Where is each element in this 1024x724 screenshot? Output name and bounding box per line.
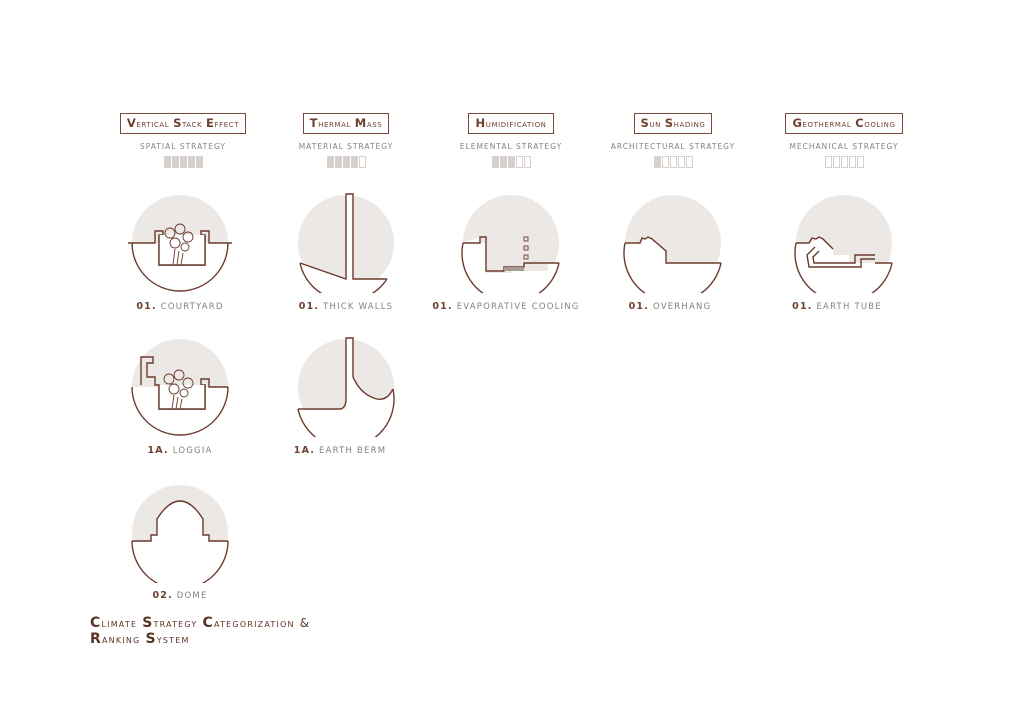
- rank-square: [849, 156, 856, 168]
- earth-berm-section-diagram: [291, 337, 401, 437]
- category-geothermal-cooling: [744, 112, 944, 168]
- category-title: Humidification: [468, 113, 553, 134]
- thick-walls-section-diagram: [291, 193, 401, 293]
- strategy-code: 01.: [628, 301, 650, 312]
- loggia-section-diagram: [125, 337, 235, 437]
- strategy-name: THICK WALLS: [323, 302, 394, 312]
- strategy-name: LOGGIA: [172, 446, 213, 456]
- rank-square: [196, 156, 203, 168]
- title-line-1: Climate Strategy Categorization &: [90, 615, 311, 631]
- rank-square: [164, 156, 171, 168]
- rank-square: [670, 156, 677, 168]
- strategy-type: SPATIAL STRATEGY: [140, 142, 226, 151]
- strategy-name: EARTH TUBE: [816, 302, 882, 312]
- rank-square: [359, 156, 366, 168]
- rank-square: [492, 156, 499, 168]
- page-title: [90, 615, 310, 647]
- title-line-2: Ranking System: [90, 631, 190, 647]
- rank-square: [327, 156, 334, 168]
- strategy-code: 1A.: [147, 445, 169, 456]
- strategy-name: EVAPORATIVE COOLING: [456, 302, 580, 312]
- category-sun-shading: [573, 112, 773, 168]
- rank-square: [825, 156, 832, 168]
- courtyard-section-diagram: [125, 193, 235, 293]
- rank-square: [172, 156, 179, 168]
- category-title: Vertical Stack Effect: [120, 113, 246, 134]
- strategy-name: DOME: [176, 591, 208, 601]
- category-title: Thermal Mass: [303, 113, 390, 134]
- strategy-name: COURTYARD: [160, 302, 224, 312]
- rank-square: [180, 156, 187, 168]
- strategy-name: OVERHANG: [652, 302, 712, 312]
- rank-square: [857, 156, 864, 168]
- rank-square: [508, 156, 515, 168]
- strategy-code: 1A.: [293, 445, 316, 456]
- rank-square: [335, 156, 342, 168]
- strategy-label: [240, 445, 440, 456]
- strategy-code: 01.: [136, 301, 157, 312]
- rank-square: [188, 156, 195, 168]
- rank-indicator: [573, 156, 773, 168]
- strategy-type: MECHANICAL STRATEGY: [789, 142, 899, 151]
- strategy-label: [737, 301, 937, 312]
- rank-square: [524, 156, 531, 168]
- rank-square: [654, 156, 661, 168]
- strategy-type: ARCHITECTURAL STRATEGY: [610, 142, 736, 151]
- strategy-code: 01.: [432, 301, 453, 312]
- category-title: Sun Shading: [634, 113, 713, 134]
- overhang-section-diagram: [618, 193, 728, 293]
- category-title: Geothermal Cooling: [785, 113, 902, 134]
- rank-square: [686, 156, 693, 168]
- strategy-code: 01.: [298, 301, 320, 312]
- rank-square: [841, 156, 848, 168]
- strategy-code: 01.: [792, 301, 813, 312]
- evaporative-cooling-section-diagram: [456, 193, 566, 293]
- rank-square: [516, 156, 523, 168]
- strategy-type: ELEMENTAL STRATEGY: [459, 142, 563, 151]
- rank-square: [351, 156, 358, 168]
- earth-tube-section-diagram: [789, 193, 899, 293]
- rank-square: [500, 156, 507, 168]
- rank-square: [343, 156, 350, 168]
- rank-square: [833, 156, 840, 168]
- rank-indicator: [744, 156, 944, 168]
- rank-square: [678, 156, 685, 168]
- strategy-code: 02.: [152, 590, 173, 601]
- dome-section-diagram: [125, 483, 235, 583]
- rank-square: [662, 156, 669, 168]
- strategy-label: [80, 590, 280, 601]
- strategy-name: EARTH BERM: [319, 446, 387, 456]
- strategy-type: MATERIAL STRATEGY: [298, 142, 394, 151]
